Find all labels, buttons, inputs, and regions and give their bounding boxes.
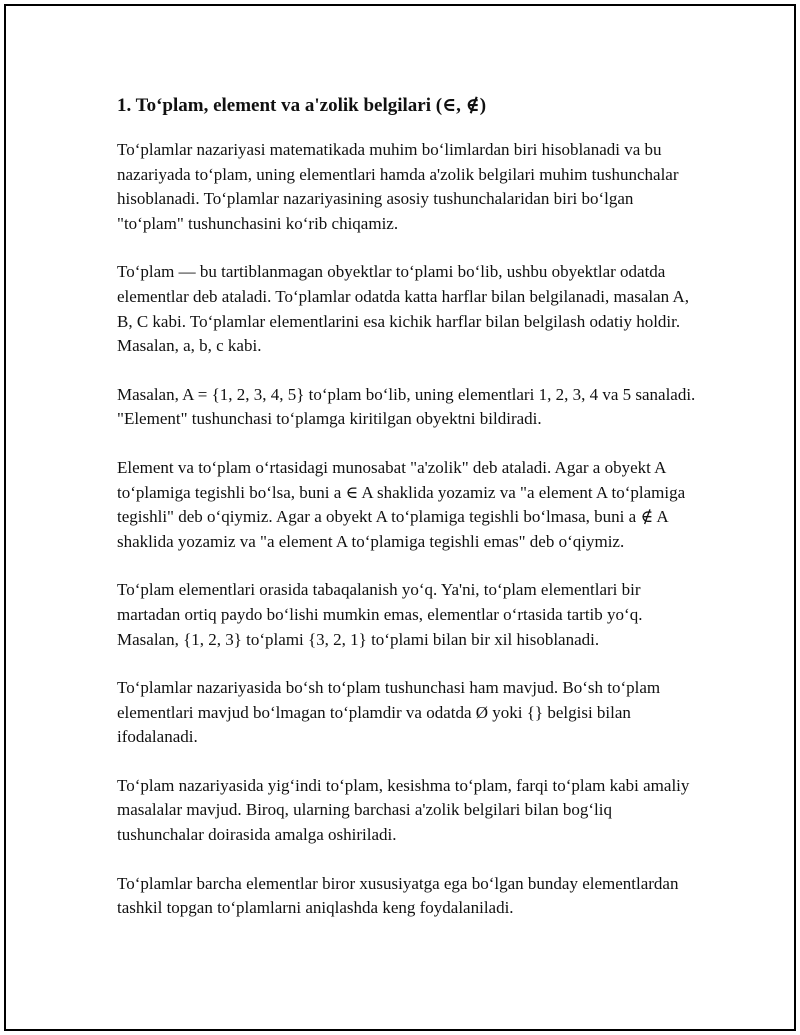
paragraph-no-order: To‘plam elementlari orasida tabaqalanish yo‘q. Ya'ni, to‘plam elementlari bir martadan ortiq paydo bo‘lishi mumkin emas, elementlar o‘rtasida tartib yo‘q. Masalan, {1, 2, 3} to‘plami {3, 2, 1} to‘plami bilan bir xil hisoblanadi. [117,580,643,649]
section-title: 1. To‘plam, element va a'zolik belgilari (∈, ∉) [117,95,487,116]
paragraph-empty-set: To‘plamlar nazariyasida bo‘sh to‘plam tushunchasi ham mavjud. Bo‘sh to‘plam elementlari mavjud bo‘lmagan to‘plamdir va odatda Ø yoki {} belgisi bilan ifodalanadi. [117,678,661,747]
paragraph-conclusion: To‘plamlar barcha elementlar biror xususiyatga ega bo‘lgan bunday elementlardan tashkil topgan to‘plamlarni aniqlashda keng foydalaniladi. [117,873,679,918]
document-body [117,92,697,921]
paragraph-set-definition: To‘plam — bu tartiblanmagan obyektlar to‘plami bo‘lib, ushbu obyektlar odatda elementlar deb ataladi. To‘plamlar odatda katta harflar bilan belgilanadi, masalan A, B, C kabi. To‘plamlar elementlarini esa kichik harflar bilan belgilash odatiy holdir. Masalan, a, b, c kabi. [117,262,690,356]
paragraph-intro: To‘plamlar nazariyasi matematikada muhim bo‘limlardan biri hisoblanadi va bu nazariyada to‘plam, uning elementlari hamda a'zolik belgilari muhim tushunchalar hisoblanadi. To‘plamlar nazariyasining asosiy tushunchalaridan biri bo‘lgan "to‘plam" tushunchasini ko‘rib chiqamiz. [117,140,679,233]
paragraph-set-example: Masalan, A = {1, 2, 3, 4, 5} to‘plam bo‘lib, uning elementlari 1, 2, 3, 4 va 5 sanaladi. "Element" tushunchasi to‘plamga kiritilgan obyektni bildiradi. [117,384,696,429]
paragraph-operations: To‘plam nazariyasida yig‘indi to‘plam, kesishma to‘plam, farqi to‘plam kabi amaliy masalalar mavjud. Biroq, ularning barchasi a'zolik belgilari bilan bog‘liq tushunchalar doirasida amalga oshiriladi. [117,775,690,845]
paragraph-membership: Element va to‘plam o‘rtasidagi munosabat "a'zolik" deb ataladi. Agar a obyekt A to‘plamiga tegishli bo‘lsa, buni a ∈ A shaklida yozamiz va "a element A to‘plamiga tegishli" deb o‘qiymiz. Agar a obyekt A to‘plamiga tegishli bo‘lmasa, buni a ∉ A shaklida yozamiz va "a element A to‘plamiga tegishli emas" deb o‘qiymiz. [117,457,686,551]
